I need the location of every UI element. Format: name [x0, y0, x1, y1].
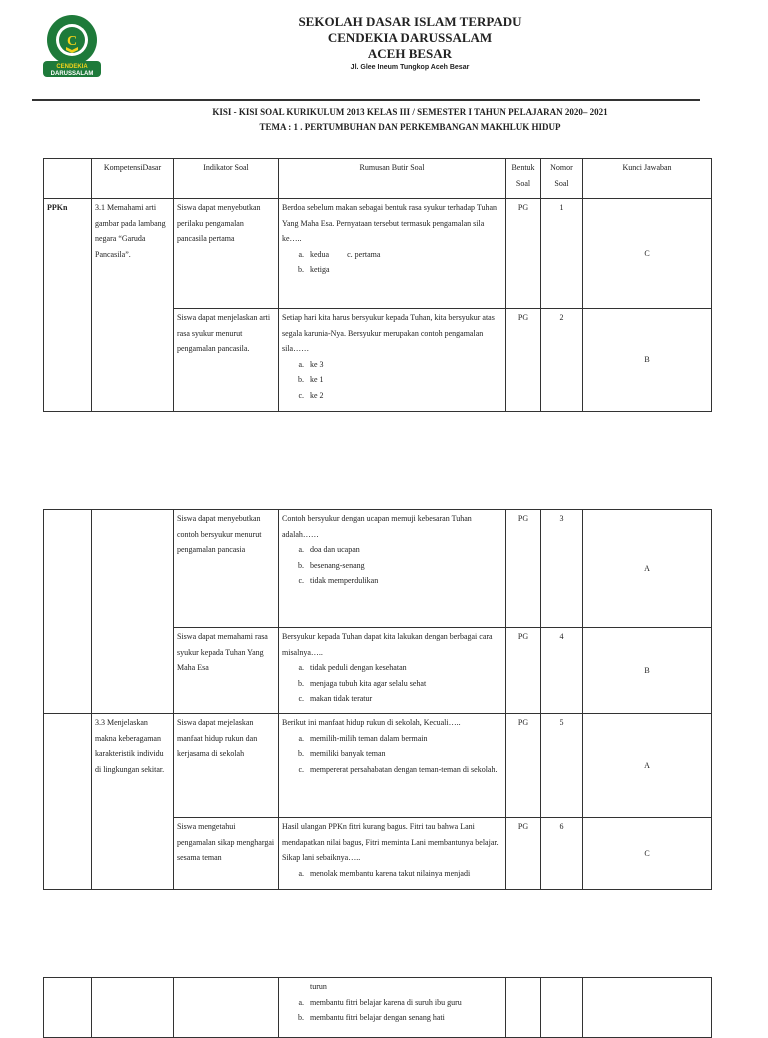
subject-cell [44, 510, 92, 714]
soal-cell [279, 818, 506, 890]
kunci-cell [583, 978, 712, 1038]
soal-text: Hasil ulangan PPKn fitri kurang bagus. Fitri tau bahwa Lani mendapatkan nilai bagus, Fitri meminta Lani membantunya belajar. Sikap lani sebaiknya….. [282, 822, 499, 862]
indikator-cell: Siswa dapat mejelaskan manfaat hidup rukun dan kerjasama di sekolah [174, 714, 279, 818]
option-item: b. menjaga tubuh kita agar selalu sehat [306, 676, 502, 692]
document-title: KISI - KISI SOAL KURIKULUM 2013 KELAS III / SEMESTER I TAHUN PELAJARAN 2020– 2021 [212, 107, 608, 117]
subject-cell [44, 714, 92, 890]
kunci-cell: C [583, 818, 712, 890]
kd-cell: 3.3 Menjelaskan makna keberagaman karakteristik individu di lingkungan sekitar. [92, 714, 174, 890]
header-divider [32, 99, 700, 101]
soal-cell [279, 978, 506, 1038]
option-item: b. memiliki banyak teman [306, 746, 502, 762]
continued-text: turun [310, 982, 327, 991]
kisi-table-page1 [43, 158, 712, 412]
school-logo [40, 14, 104, 78]
option-item: b. ketiga [306, 262, 502, 278]
option-item: b. besenang-senang [306, 558, 502, 574]
option-list [282, 660, 502, 707]
indikator-cell [174, 978, 279, 1038]
header-kd: KompetensiDasar [92, 159, 174, 199]
option-item: c. mempererat persahabatan dengan teman-teman di sekolah. [306, 762, 502, 778]
option-list [282, 542, 502, 589]
option-item: a. tidak peduli dengan kesehatan [306, 660, 502, 676]
table-row [44, 199, 712, 309]
bentuk-cell: PG [506, 714, 541, 818]
soal-cell [279, 628, 506, 714]
option-item: a. ke 3 [306, 357, 502, 373]
logo-name-line1: CENDEKIA [56, 64, 88, 70]
soal-cell [279, 714, 506, 818]
nomor-cell: 1 [541, 199, 583, 309]
indikator-cell: Siswa dapat menjelaskan arti rasa syukur menurut pengamalan pancasila. [174, 309, 279, 412]
header-bentuk: Bentuk Soal [506, 159, 541, 199]
soal-text: Berdoa sebelum makan sebagai bentuk rasa syukur terhadap Tuhan Yang Maha Esa. Pernyataan tersebut termasuk pengamalan sila ke….. [282, 203, 498, 243]
option-item: a. membantu fitri belajar karena di suruh ibu guru [306, 995, 502, 1011]
bentuk-cell: PG [506, 818, 541, 890]
school-address: Jl. Glee Ineum Tungkop Aceh Besar [350, 64, 470, 71]
soal-cell [279, 510, 506, 628]
option-item: c. makan tidak teratur [306, 691, 502, 707]
nomor-cell: 2 [541, 309, 583, 412]
table-row [44, 714, 712, 818]
option-item-c: c. pertama [347, 249, 381, 259]
bentuk-cell: PG [506, 510, 541, 628]
kunci-cell: B [583, 309, 712, 412]
header-rumusan: Rumusan Butir Soal [279, 159, 506, 199]
nomor-cell: 6 [541, 818, 583, 890]
kunci-cell: C [583, 199, 712, 309]
kd-cell: 3.1 Memahami arti gambar pada lambang negara “Garuda Pancasila”. [92, 199, 174, 412]
option-list [282, 247, 502, 278]
soal-text: Setiap hari kita harus bersyukur kepada Tuhan, kita bersyukur atas segala karunia-Nya. Bersyukur merupakan contoh pengamalan sila…… [282, 313, 495, 353]
option-item: c. ke 2 [306, 388, 502, 404]
header-indikator: Indikator Soal [174, 159, 279, 199]
nomor-cell: 3 [541, 510, 583, 628]
option-item: b. membantu fitri belajar dengan senang hati [306, 1010, 502, 1026]
kunci-cell: A [583, 510, 712, 628]
table-header-row [44, 159, 712, 199]
indikator-cell: Siswa dapat menyebutkan contoh bersyukur menurut pengamalan pancasia [174, 510, 279, 628]
kisi-table-page2 [43, 509, 712, 890]
header-nomor: Nomor Soal [541, 159, 583, 199]
nomor-cell: 5 [541, 714, 583, 818]
option-item: a. doa dan ucapan [306, 542, 502, 558]
soal-text: Contoh bersyukur dengan ucapan memuji kebesaran Tuhan adalah…… [282, 514, 472, 539]
indikator-cell: Siswa mengetahui pengamalan sikap menghargai sesama teman [174, 818, 279, 890]
option-list [282, 995, 502, 1026]
nomor-cell [541, 978, 583, 1038]
subject-cell: PPKn [44, 199, 92, 412]
bentuk-cell: PG [506, 309, 541, 412]
table-row [44, 510, 712, 628]
bentuk-cell [506, 978, 541, 1038]
table-row [44, 978, 712, 1038]
school-name-line2: CENDEKIA DARUSSALAM [327, 30, 493, 45]
header-kunci: Kunci Jawaban [583, 159, 712, 199]
option-list [282, 357, 502, 404]
nomor-cell: 4 [541, 628, 583, 714]
kunci-cell: B [583, 628, 712, 714]
indikator-cell: Siswa dapat memahami rasa syukur kepada Tuhan Yang Maha Esa [174, 628, 279, 714]
document-theme: TEMA : 1 . PERTUMBUHAN DAN PERKEMBANGAN MAKHLUK HIDUP [259, 122, 561, 132]
logo-letter: C [66, 34, 78, 49]
kd-cell [92, 978, 174, 1038]
option-list [282, 866, 502, 882]
bentuk-cell: PG [506, 199, 541, 309]
school-name-line1: SEKOLAH DASAR ISLAM TERPADU [298, 14, 522, 29]
option-item: a. kedua c. pertama [306, 247, 502, 263]
header-subject [44, 159, 92, 199]
logo-name-line2: DARUSSALAM [50, 71, 94, 77]
soal-cell [279, 199, 506, 309]
kunci-cell: A [583, 714, 712, 818]
soal-text: Bersyukur kepada Tuhan dapat kita lakukan dengan berbagai cara misalnya….. [282, 632, 493, 657]
option-item: a. menolak membantu karena takut nilainya menjadi [306, 866, 502, 882]
school-name-line3: ACEH BESAR [367, 46, 453, 61]
bentuk-cell: PG [506, 628, 541, 714]
kisi-table-page3 [43, 977, 712, 1038]
option-item: a. memilih-milih teman dalam bermain [306, 731, 502, 747]
kd-cell [92, 510, 174, 714]
option-list [282, 731, 502, 778]
option-item: c. tidak memperdulikan [306, 573, 502, 589]
option-item: b. ke 1 [306, 372, 502, 388]
soal-text: Berikut ini manfaat hidup rukun di sekolah, Kecuali….. [282, 718, 461, 727]
soal-cell [279, 309, 506, 412]
indikator-cell: Siswa dapat menyebutkan perilaku pengamalan pancasila pertama [174, 199, 279, 309]
subject-cell [44, 978, 92, 1038]
